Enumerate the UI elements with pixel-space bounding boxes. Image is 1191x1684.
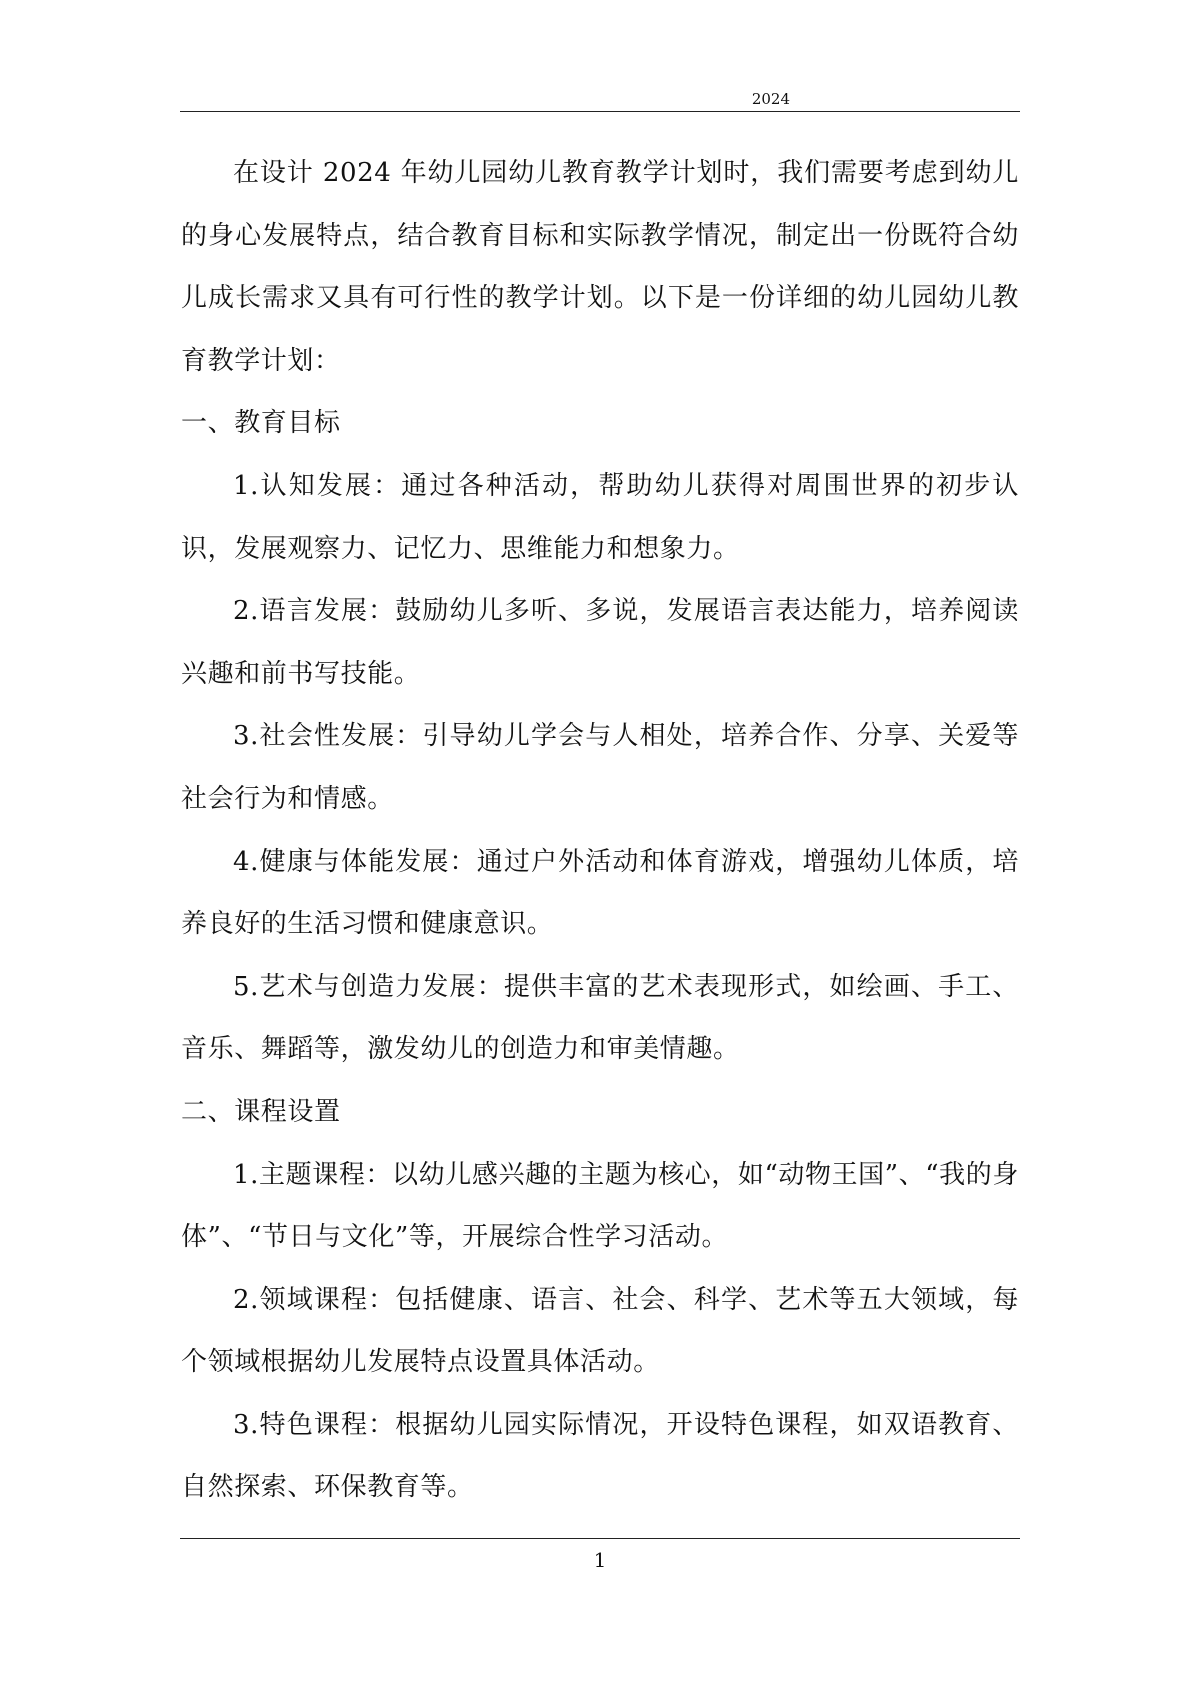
goal-item: 2.语言发展：鼓励幼儿多听、多说，发展语言表达能力，培养阅读兴趣和前书写技能。 bbox=[181, 596, 1019, 689]
footer-divider bbox=[180, 1538, 1020, 1539]
section-heading-education-goals: 一、教育目标 bbox=[181, 408, 341, 439]
goal-item: 1.认知发展：通过各种活动，帮助幼儿获得对周围世界的初步认识，发展观察力、记忆力、思维能力和想象力。 bbox=[181, 470, 1019, 564]
goal-item: 4.健康与体能发展：通过户外活动和体育游戏，增强幼儿体质，培养良好的生活习惯和健康意识。 bbox=[181, 846, 1019, 940]
goal-item: 3.社会性发展：引导幼儿学会与人相处，培养合作、分享、关爱等社会行为和情感。 bbox=[181, 721, 1019, 814]
page-footer bbox=[180, 1538, 1020, 1578]
section-heading-course-setup: 二、课程设置 bbox=[181, 1096, 341, 1127]
course-item: 1.主题课程：以幼儿感兴趣的主题为核心，如“动物王国”、“我的身体”、“节日与文化”等，开展综合性学习活动。 bbox=[181, 1159, 1019, 1253]
document-body bbox=[181, 142, 1019, 1519]
intro-paragraph: 在设计 2024 年幼儿园幼儿教育教学计划时，我们需要考虑到幼儿的身心发展特点，结合教育目标和实际教学情况，制定出一份既符合幼儿成长需求又具有可行性的教学计划。以下是一份详细的幼儿园幼儿教育教学计划： bbox=[181, 158, 1019, 376]
course-item: 3.特色课程：根据幼儿园实际情况，开设特色课程，如双语教育、自然探索、环保教育等。 bbox=[181, 1409, 1019, 1503]
page-header bbox=[180, 84, 1020, 112]
course-item: 2.领域课程：包括健康、语言、社会、科学、艺术等五大领域，每个领域根据幼儿发展特点设置具体活动。 bbox=[181, 1284, 1019, 1378]
page-number: 1 bbox=[593, 1548, 607, 1572]
header-year: 2024 bbox=[751, 90, 790, 108]
goal-item: 5.艺术与创造力发展：提供丰富的艺术表现形式，如绘画、手工、音乐、舞蹈等，激发幼儿的创造力和审美情趣。 bbox=[181, 971, 1019, 1065]
header-divider bbox=[180, 111, 1020, 112]
